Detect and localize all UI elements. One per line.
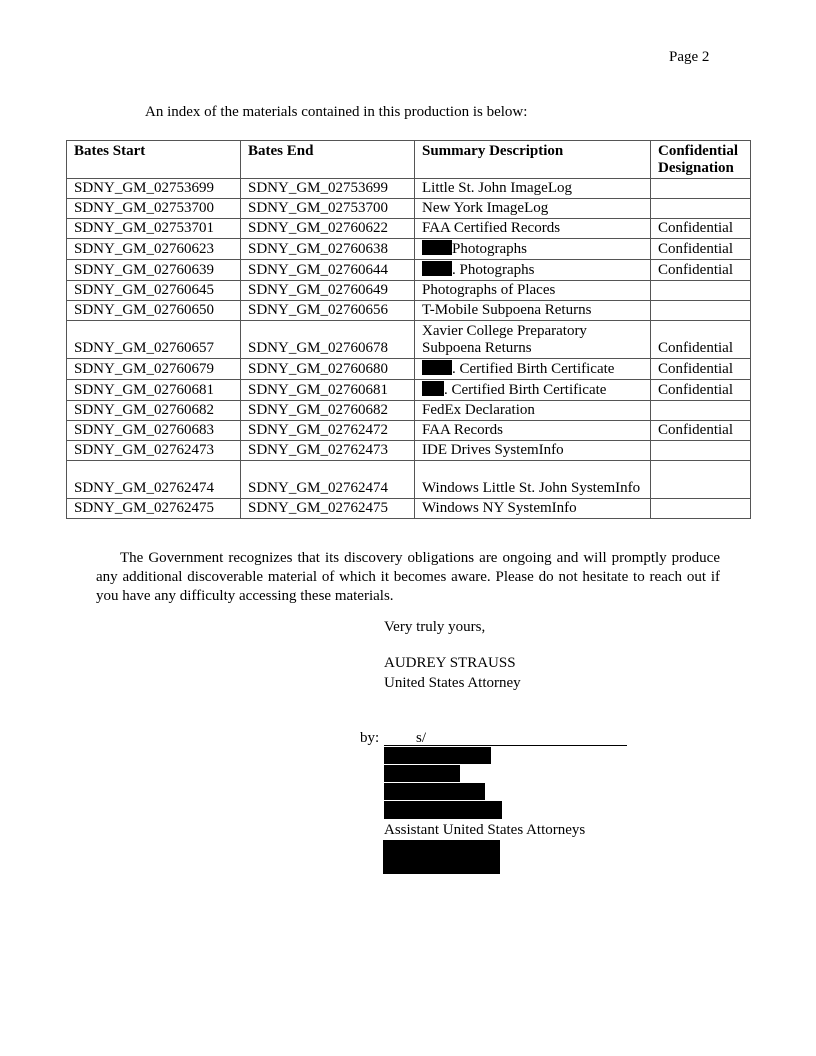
cell-bates-end: SDNY_GM_02753700 <box>241 199 415 219</box>
table-row <box>67 179 751 199</box>
table-row <box>67 441 751 461</box>
description-text: . Certified Birth Certificate <box>452 361 615 377</box>
description-text: . Photographs <box>452 262 535 278</box>
cell-description: New York ImageLog <box>415 199 651 219</box>
by-label: by: <box>360 730 380 746</box>
cell-bates-end: SDNY_GM_02762473 <box>241 441 415 461</box>
cell-description: FAA Records <box>415 421 651 441</box>
intro-text: An index of the materials contained in this production is below: <box>145 104 528 120</box>
header-bates-start: Bates Start <box>67 141 241 179</box>
cell-bates-end: SDNY_GM_02760638 <box>241 239 415 260</box>
redaction-box <box>384 765 460 782</box>
cell-bates-start: SDNY_GM_02760679 <box>67 359 241 380</box>
cell-confidential <box>651 199 751 219</box>
table-row <box>67 219 751 239</box>
header-bates-end: Bates End <box>241 141 415 179</box>
cell-bates-end: SDNY_GM_02760649 <box>241 281 415 301</box>
cell-confidential <box>651 179 751 199</box>
table-row <box>67 401 751 421</box>
cell-bates-end: SDNY_GM_02760682 <box>241 401 415 421</box>
cell-description: FedEx Declaration <box>415 401 651 421</box>
cell-description: IDE Drives SystemInfo <box>415 441 651 461</box>
cell-bates-start: SDNY_GM_02753701 <box>67 219 241 239</box>
cell-confidential: Confidential <box>651 380 751 401</box>
table-row <box>67 301 751 321</box>
cell-bates-start: SDNY_GM_02760623 <box>67 239 241 260</box>
table-row <box>67 281 751 301</box>
cell-confidential: Confidential <box>651 219 751 239</box>
cell-bates-start: SDNY_GM_02753699 <box>67 179 241 199</box>
cell-confidential <box>651 461 751 499</box>
table-row <box>67 321 751 359</box>
header-confidential-designation: Confidential Designation <box>651 141 751 179</box>
cell-description: FAA Certified Records <box>415 219 651 239</box>
cell-bates-end: SDNY_GM_02760681 <box>241 380 415 401</box>
cell-bates-end: SDNY_GM_02760680 <box>241 359 415 380</box>
description-text: Photographs <box>452 241 527 257</box>
cell-confidential: Confidential <box>651 321 751 359</box>
table-row <box>67 380 751 401</box>
production-index-table <box>66 140 751 519</box>
cell-bates-end: SDNY_GM_02753699 <box>241 179 415 199</box>
closing-salutation: Very truly yours, <box>384 619 486 635</box>
cell-bates-end: SDNY_GM_02762472 <box>241 421 415 441</box>
signature-mark: s/ <box>416 730 427 746</box>
signature-line <box>384 745 627 746</box>
redaction-box <box>422 261 452 276</box>
cell-description: Little St. John ImageLog <box>415 179 651 199</box>
cell-bates-start: SDNY_GM_02760681 <box>67 380 241 401</box>
signers-title: Assistant United States Attorneys <box>384 822 586 838</box>
cell-description: T-Mobile Subpoena Returns <box>415 301 651 321</box>
cell-bates-end: SDNY_GM_02760644 <box>241 260 415 281</box>
cell-description <box>415 380 651 401</box>
table-row <box>67 260 751 281</box>
table-row <box>67 199 751 219</box>
cell-description: Windows Little St. John SystemInfo <box>415 461 651 499</box>
page-number: Page 2 <box>669 49 710 65</box>
cell-bates-start: SDNY_GM_02762473 <box>67 441 241 461</box>
cell-confidential: Confidential <box>651 260 751 281</box>
cell-confidential: Confidential <box>651 359 751 380</box>
cell-bates-start: SDNY_GM_02760650 <box>67 301 241 321</box>
cell-confidential <box>651 401 751 421</box>
redaction-box <box>384 747 491 764</box>
cell-bates-start: SDNY_GM_02753700 <box>67 199 241 219</box>
cell-bates-end: SDNY_GM_02762474 <box>241 461 415 499</box>
cell-description <box>415 359 651 380</box>
cell-bates-start: SDNY_GM_02760683 <box>67 421 241 441</box>
body-paragraph: The Government recognizes that its discovery obligations are ongoing and will promptly produce any additional discoverable material of which it becomes aware. Please do not hesitate to reach out if you have any difficulty accessing these materials. <box>96 550 720 604</box>
cell-confidential <box>651 301 751 321</box>
cell-description: Xavier College Preparatory Subpoena Returns <box>415 321 651 359</box>
redaction-box <box>422 381 444 396</box>
signer-name: AUDREY STRAUSS <box>384 655 516 671</box>
cell-bates-start: SDNY_GM_02760645 <box>67 281 241 301</box>
table-row <box>67 421 751 441</box>
cell-confidential <box>651 441 751 461</box>
redaction-box <box>422 360 452 375</box>
cell-bates-end: SDNY_GM_02760622 <box>241 219 415 239</box>
cell-bates-start: SDNY_GM_02760657 <box>67 321 241 359</box>
table-row <box>67 499 751 519</box>
cell-bates-end: SDNY_GM_02760656 <box>241 301 415 321</box>
cell-description <box>415 239 651 260</box>
cell-bates-start: SDNY_GM_02760639 <box>67 260 241 281</box>
redaction-box <box>422 240 452 255</box>
table-row <box>67 359 751 380</box>
table-row <box>67 461 751 499</box>
redaction-box <box>383 840 500 874</box>
cell-bates-end: SDNY_GM_02762475 <box>241 499 415 519</box>
cell-bates-start: SDNY_GM_02762474 <box>67 461 241 499</box>
cell-bates-end: SDNY_GM_02760678 <box>241 321 415 359</box>
table-header-row <box>67 141 751 179</box>
header-summary-description: Summary Description <box>415 141 651 179</box>
cell-description <box>415 260 651 281</box>
cell-bates-start: SDNY_GM_02760682 <box>67 401 241 421</box>
cell-confidential: Confidential <box>651 421 751 441</box>
description-text: . Certified Birth Certificate <box>444 382 607 398</box>
cell-description: Windows NY SystemInfo <box>415 499 651 519</box>
signer-title: United States Attorney <box>384 675 521 691</box>
cell-confidential <box>651 499 751 519</box>
cell-confidential <box>651 281 751 301</box>
cell-bates-start: SDNY_GM_02762475 <box>67 499 241 519</box>
cell-confidential: Confidential <box>651 239 751 260</box>
cell-description: Photographs of Places <box>415 281 651 301</box>
table-row <box>67 239 751 260</box>
redaction-box <box>384 783 485 800</box>
redaction-box <box>384 801 502 819</box>
